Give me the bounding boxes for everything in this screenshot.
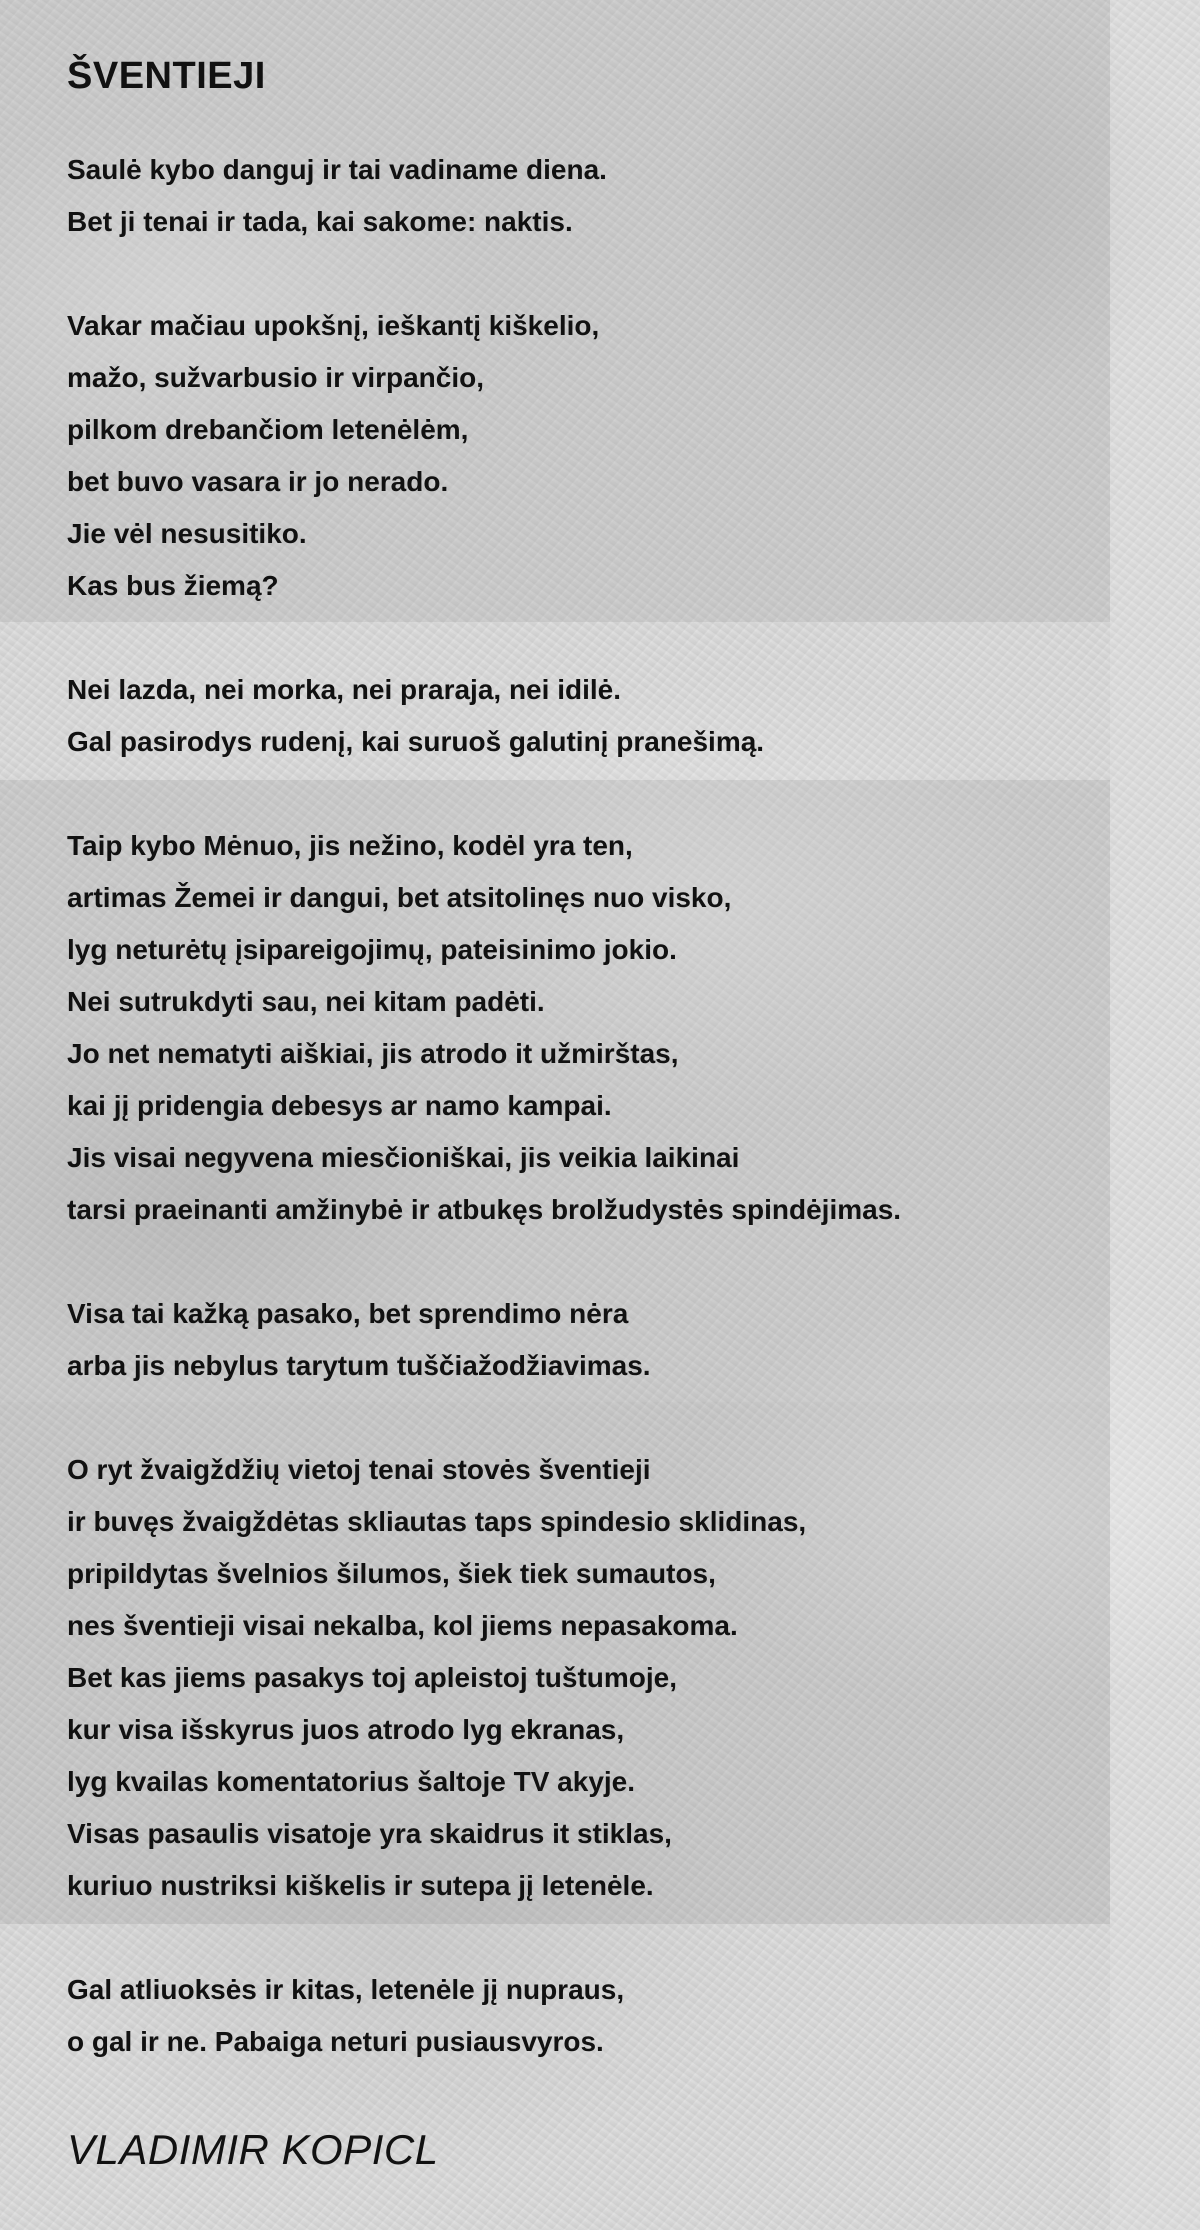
stanza [67,144,1157,248]
poem-line: arba jis nebylus tarytum tuščiažodžiavimas. [67,1350,651,1381]
stanza [67,664,1157,768]
stanza [67,1444,1157,1912]
poem-line: Visas pasaulis visatoje yra skaidrus it stiklas, [67,1818,672,1849]
poem-line: artimas Žemei ir dangui, bet atsitolinęs nuo visko, [67,882,732,913]
poem-line: Kas bus žiemą? [67,570,279,601]
poem-line: Vakar mačiau upokšnį, ieškantį kiškelio, [67,310,600,341]
poem-line: kuriuo nustriksi kiškelis ir sutepa jį letenėle. [67,1870,654,1901]
poem-line: kai jį pridengia debesys ar namo kampai. [67,1090,612,1121]
poem-line: pripildytas švelnios šilumos, šiek tiek sumautos, [67,1558,716,1589]
stanza [67,300,1157,612]
poem-line: Jis visai negyvena miesčioniškai, jis veikia laikinai [67,1142,740,1173]
poem-line: Gal pasirodys rudenį, kai suruoš galutinį pranešimą. [67,726,765,757]
poem-line: Jie vėl nesusitiko. [67,518,307,549]
poem-line: lyg kvailas komentatorius šaltoje TV akyje. [67,1766,636,1797]
poem-line: Nei sutrukdyti sau, nei kitam padėti. [67,986,545,1017]
poem-container [67,44,1157,2180]
poem-line: nes šventieji visai nekalba, kol jiems nepasakoma. [67,1610,738,1641]
stanza [67,1288,1157,1392]
poem-line: ir buvęs žvaigždėtas skliautas taps spindesio sklidinas, [67,1506,807,1537]
poem-line: Gal atliuoksės ir kitas, letenėle jį nupraus, [67,1974,625,2005]
poem-title: ŠVENTIEJI [67,55,266,97]
poem-line: Visa tai kažką pasako, bet sprendimo nėra [67,1298,629,1329]
poem-line: o gal ir ne. Pabaiga neturi pusiausvyros. [67,2026,604,2057]
poem-line: O ryt žvaigždžių vietoj tenai stovės šventieji [67,1454,651,1485]
poem-line: mažo, sužvarbusio ir virpančio, [67,362,485,393]
poem-line: pilkom drebančiom letenėlėm, [67,414,469,445]
poem-line: Nei lazda, nei morka, nei praraja, nei idilė. [67,674,621,705]
poem-line: kur visa išskyrus juos atrodo lyg ekranas, [67,1714,625,1745]
poem-line: Bet ji tenai ir tada, kai sakome: naktis. [67,206,573,237]
poem-line: Bet kas jiems pasakys toj apleistoj tuštumoje, [67,1662,677,1693]
poem-line: Saulė kybo danguj ir tai vadiname diena. [67,154,607,185]
poem-line: lyg neturėtų įsipareigojimų, pateisinimo jokio. [67,934,677,965]
stanza [67,1964,1157,2068]
poem-line: Taip kybo Mėnuo, jis nežino, kodėl yra ten, [67,830,633,861]
stanza [67,820,1157,1236]
poem-line: bet buvo vasara ir jo nerado. [67,466,449,497]
poem-line: tarsi praeinanti amžinybė ir atbukęs brolžudystės spindėjimas. [67,1194,902,1225]
poem-author: VLADIMIR KOPICL [67,2126,439,2173]
poem-line: Jo net nematyti aiškiai, jis atrodo it užmirštas, [67,1038,679,1069]
